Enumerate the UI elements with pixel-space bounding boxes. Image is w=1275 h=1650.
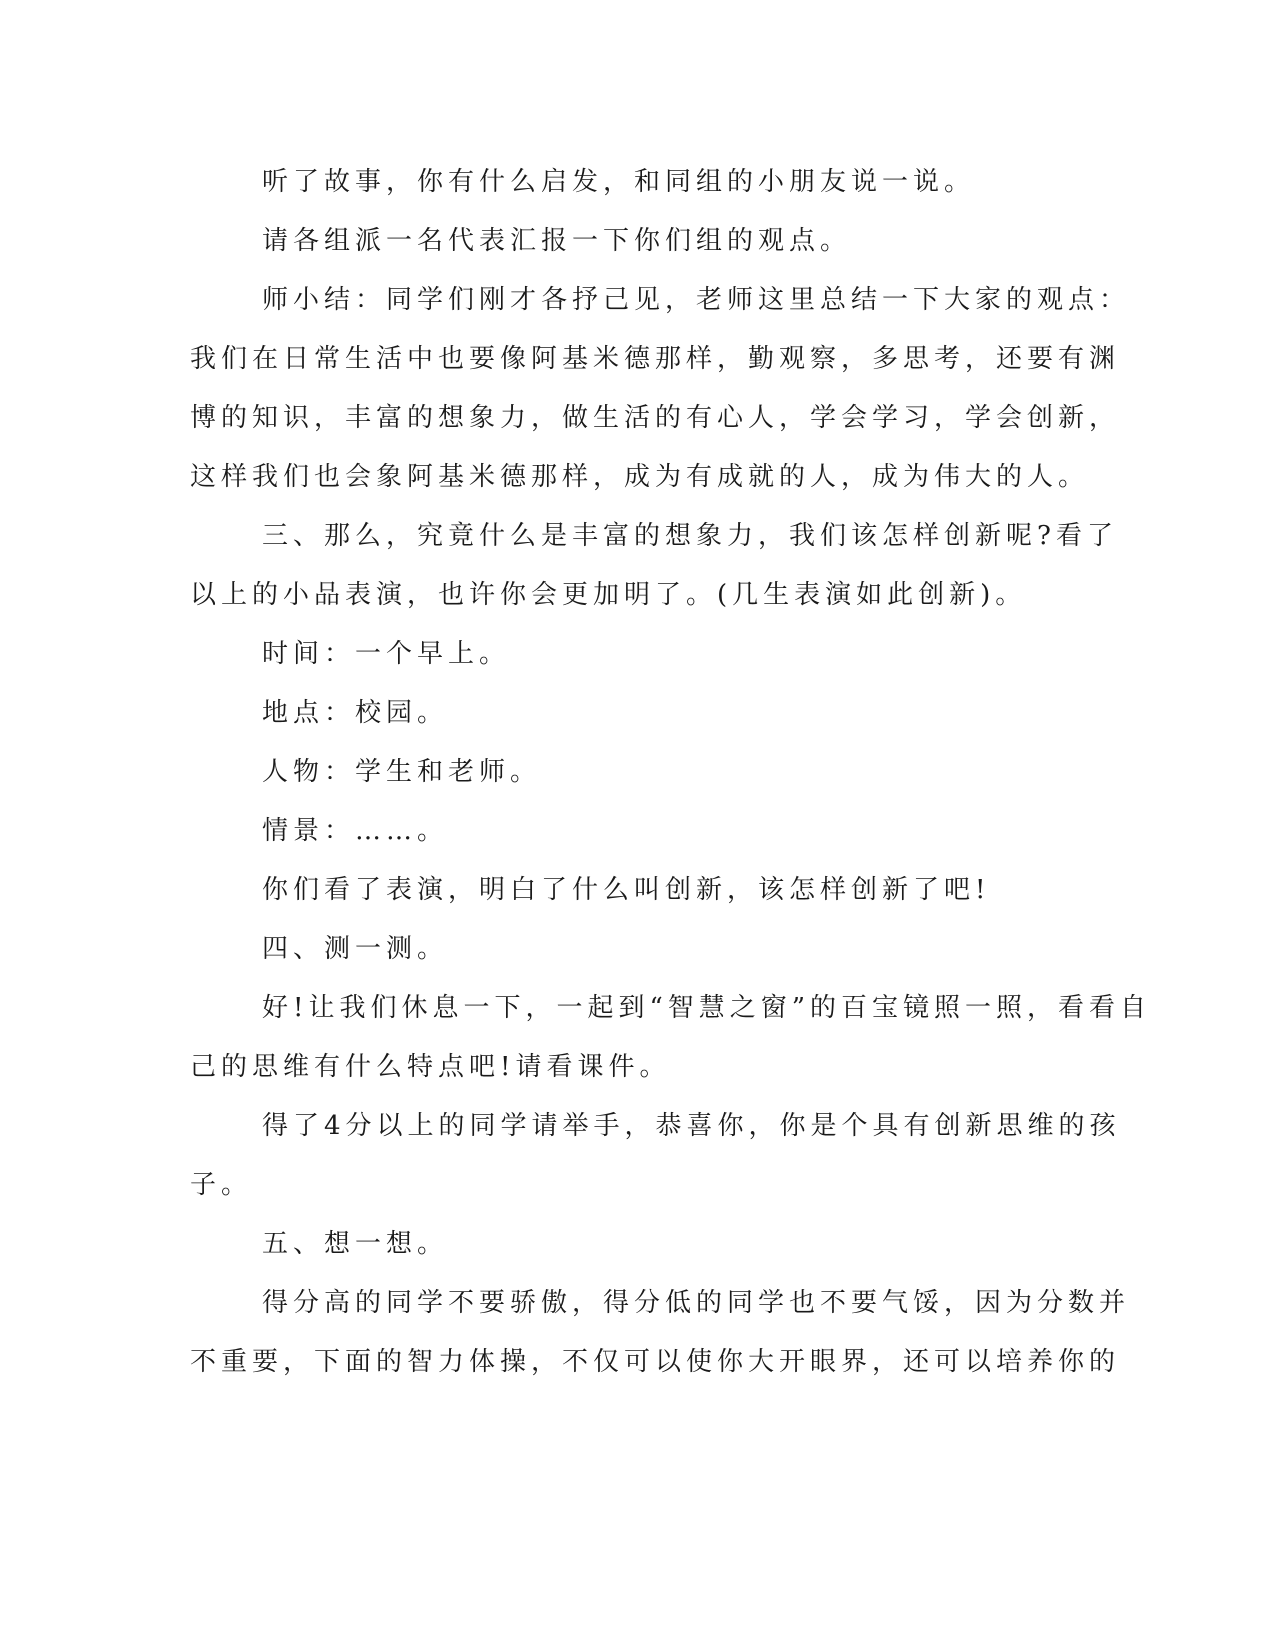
text-line: 请各组派一名代表汇报一下你们组的观点。 [262, 226, 852, 256]
text-line: 你们看了表演，明白了什么叫创新，该怎样创新了吧! [262, 875, 991, 905]
text-line: 以上的小品表演，也许你会更加明了。(几生表演如此创新)。 [190, 580, 1027, 610]
text-line: 这样我们也会象阿基米德那样，成为有成就的人，成为伟大的人。 [190, 462, 1090, 492]
text-line: 博的知识，丰富的想象力，做生活的有心人，学会学习，学会创新， [190, 403, 1121, 433]
text-line: 听了故事，你有什么启发，和同组的小朋友说一说。 [262, 167, 976, 197]
text-line: 时间：一个早上。 [262, 639, 511, 669]
text-line: 地点：校园。 [262, 698, 449, 728]
text-line: 五、想一想。 [262, 1229, 449, 1259]
text-line: 得了4分以上的同学请举手，恭喜你，你是个具有创新思维的孩 [262, 1111, 1121, 1141]
text-line: 三、那么，究竟什么是丰富的想象力，我们该怎样创新呢?看了 [262, 521, 1118, 551]
text-line: 情景：……。 [262, 816, 449, 846]
text-line: 好!让我们休息一下，一起到“智慧之窗”的百宝镜照一照，看看自 [262, 993, 1152, 1023]
text-line: 我们在日常生活中也要像阿基米德那样，勤观察，多思考，还要有渊 [190, 344, 1121, 374]
text-line: 人物：学生和老师。 [262, 757, 542, 787]
text-line: 子。 [190, 1170, 253, 1200]
text-line: 己的思维有什么特点吧!请看课件。 [190, 1052, 671, 1082]
text-line: 得分高的同学不要骄傲，得分低的同学也不要气馁，因为分数并 [262, 1288, 1131, 1318]
text-line: 四、测一测。 [262, 934, 449, 964]
text-line: 不重要，下面的智力体操，不仅可以使你大开眼界，还可以培养你的 [190, 1347, 1121, 1377]
text-line: 师小结：同学们刚才各抒己见，老师这里总结一下大家的观点： [262, 285, 1131, 315]
